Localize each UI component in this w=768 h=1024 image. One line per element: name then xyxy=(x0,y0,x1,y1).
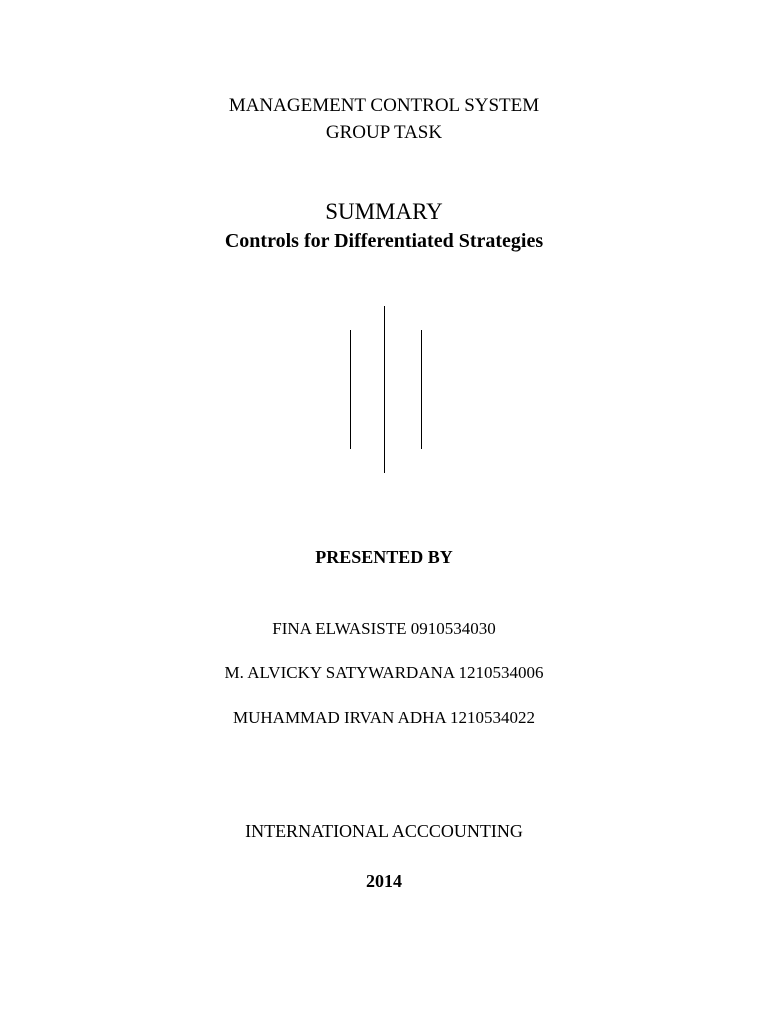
decorative-vertical-line-center xyxy=(384,306,385,473)
group-member: MUHAMMAD IRVAN ADHA 1210534022 xyxy=(233,708,535,727)
course-title: MANAGEMENT CONTROL SYSTEM xyxy=(228,95,540,116)
document-subject-title: Controls for Differentiated Strategies xyxy=(224,230,544,252)
group-member: FINA ELWASISTE 0910534030 xyxy=(272,619,496,638)
document-type-heading: SUMMARY xyxy=(325,199,443,224)
task-type: GROUP TASK xyxy=(325,122,443,143)
decorative-vertical-line-right xyxy=(421,330,422,449)
decorative-vertical-line-left xyxy=(350,330,351,449)
group-member: M. ALVICKY SATYWARDANA 1210534006 xyxy=(224,663,544,682)
year: 2014 xyxy=(366,871,402,891)
department-name: INTERNATIONAL ACCCOUNTING xyxy=(245,821,523,841)
presented-by-heading: PRESENTED BY xyxy=(315,547,453,567)
